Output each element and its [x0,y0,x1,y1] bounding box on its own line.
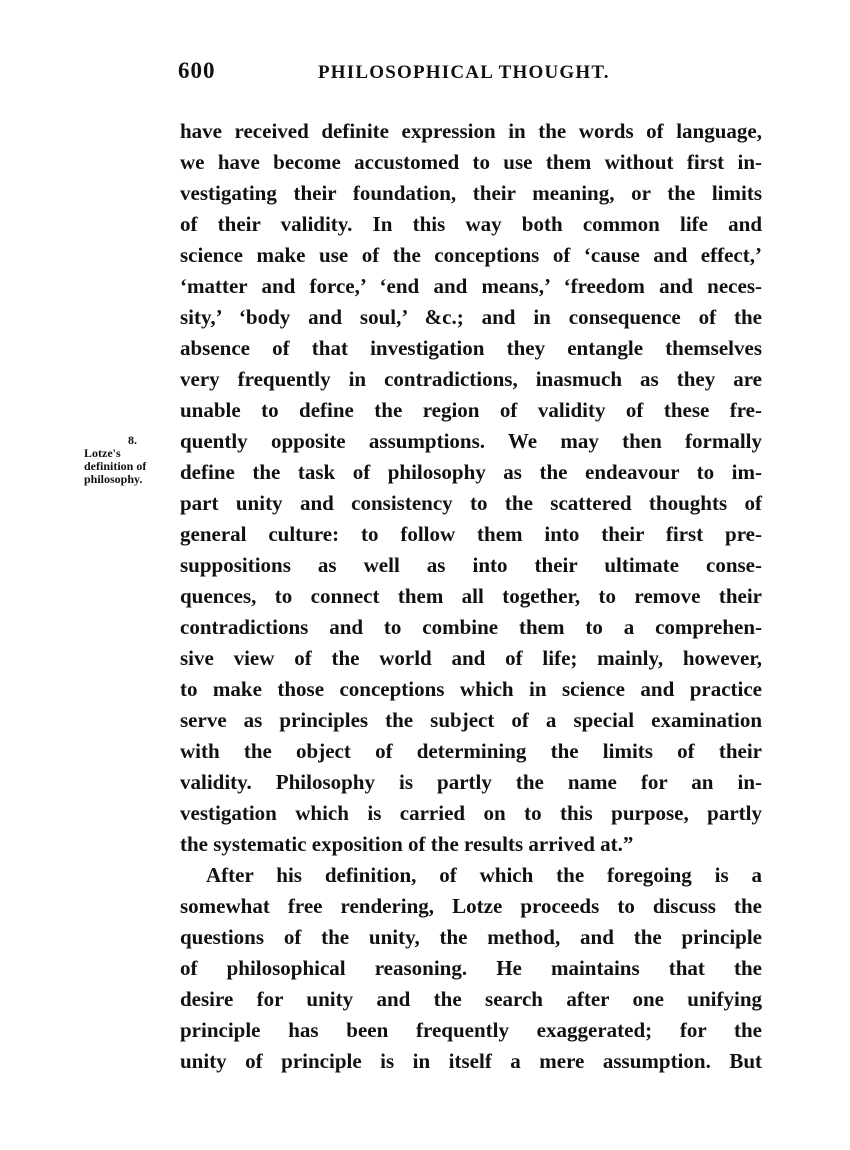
page-number: 600 [178,58,216,83]
text-line: of their validity. In this way both common life and [180,212,762,236]
paragraph-first-line: After his definition, of which the foregoing is a [206,863,762,887]
text-line: contradictions and to combine them to a comprehen- [180,615,762,639]
text-line: vestigation which is carried on to this purpose, partly [180,801,762,825]
text-line: part unity and consistency to the scattered thoughts of [180,491,762,515]
margin-note-number: 8. [128,433,137,447]
text-line: science make use of the conceptions of ‘cause and effect,’ [180,243,762,267]
text-line: the systematic exposition of the results arrived at.” [180,832,634,856]
page-header [0,58,850,88]
text-line: unity of principle is in itself a mere assumption. But [180,1049,762,1073]
text-line: principle has been frequently exaggerated; for the [180,1018,762,1042]
text-line: ‘matter and force,’ ‘end and means,’ ‘freedom and neces- [180,274,762,298]
running-title: PHILOSOPHICAL THOUGHT. [318,62,610,83]
body-text [180,116,762,1077]
text-line: have received definite expression in the words of language, [180,119,762,143]
text-line: unable to define the region of validity of these fre- [180,398,762,422]
text-line: we have become accustomed to use them without first in- [180,150,762,174]
text-line: questions of the unity, the method, and the principle [180,925,762,949]
text-line: serve as principles the subject of a special examination [180,708,762,732]
text-line: with the object of determining the limits of their [180,739,762,763]
margin-note-line: definition of [84,459,147,473]
margin-note-line: Lotze's [84,446,121,460]
text-line: quently opposite assumptions. We may then formally [180,429,762,453]
text-line: somewhat free rendering, Lotze proceeds to discuss the [180,894,762,918]
text-line: vestigating their foundation, their meaning, or the limits [180,181,762,205]
text-line: quences, to connect them all together, to remove their [180,584,762,608]
text-line: absence of that investigation they entangle themselves [180,336,762,360]
text-line: very frequently in contradictions, inasmuch as they are [180,367,762,391]
text-line: sity,’ ‘body and soul,’ &c.; and in consequence of the [180,305,762,329]
text-line: to make those conceptions which in science and practice [180,677,762,701]
text-line: desire for unity and the search after one unifying [180,987,762,1011]
text-line: general culture: to follow them into their first pre- [180,522,762,546]
text-line: define the task of philosophy as the endeavour to im- [180,460,762,484]
margin-note-line: philosophy. [84,472,143,486]
text-line: of philosophical reasoning. He maintains that the [180,956,762,980]
margin-note [84,434,179,486]
text-line: suppositions as well as into their ultimate conse- [180,553,762,577]
text-line: validity. Philosophy is partly the name for an in- [180,770,762,794]
text-line: sive view of the world and of life; mainly, however, [180,646,762,670]
